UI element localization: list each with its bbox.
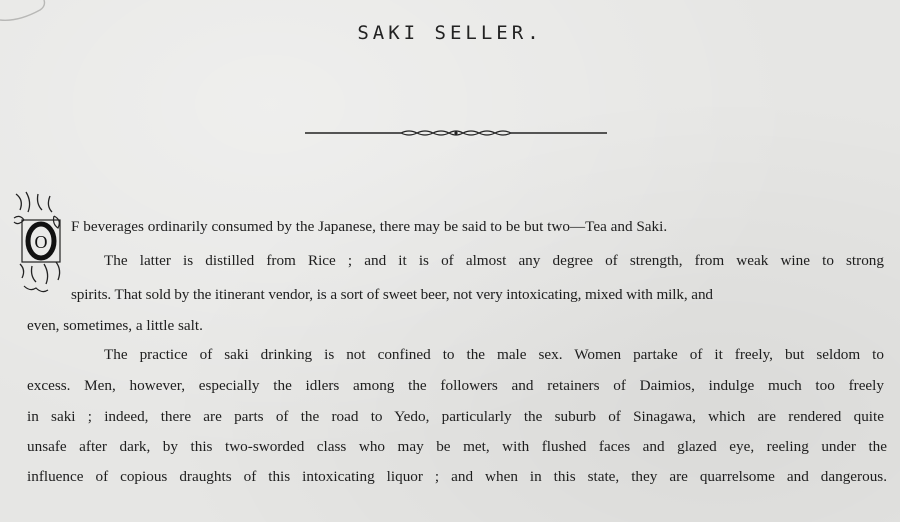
text-line-1: F beverages ordinarily consumed by the Japanese, there may be said to be but two—Tea and Saki. <box>71 218 668 235</box>
text-line-5: The practice of saki drinking is not confined to the male sex. Women partake of it freely, but seldom to <box>104 346 884 363</box>
page-title: SAKI SELLER. <box>357 22 543 44</box>
text-line-9: influence of copious draughts of this intoxicating liquor ; and when in this state, they are quarrelsome and dangerous. <box>27 468 887 485</box>
drop-cap-ornament <box>10 190 68 298</box>
text-line-2: The latter is distilled from Rice ; and it is of almost any degree of strength, from weak wine to strong <box>104 252 884 269</box>
text-line-4: even, sometimes, a little salt. <box>27 317 203 334</box>
page-corner-mark <box>0 0 50 24</box>
drop-cap-letter: O <box>34 232 48 252</box>
text-line-6: excess. Men, however, especially the idlers among the followers and retainers of Daimios, indulge much too freely <box>27 377 884 394</box>
ornamental-rule <box>305 124 607 142</box>
text-line-8: unsafe after dark, by this two-sworded class who may be met, with flushed faces and glazed eye, reeling under the <box>27 438 887 455</box>
text-line-7: in saki ; indeed, there are parts of the road to Yedo, particularly the suburb of Sinagawa, which are rendered quite <box>27 408 884 425</box>
text-line-3: spirits. That sold by the itinerant vendor, is a sort of sweet beer, not very intoxicating, mixed with milk, and <box>71 286 713 303</box>
